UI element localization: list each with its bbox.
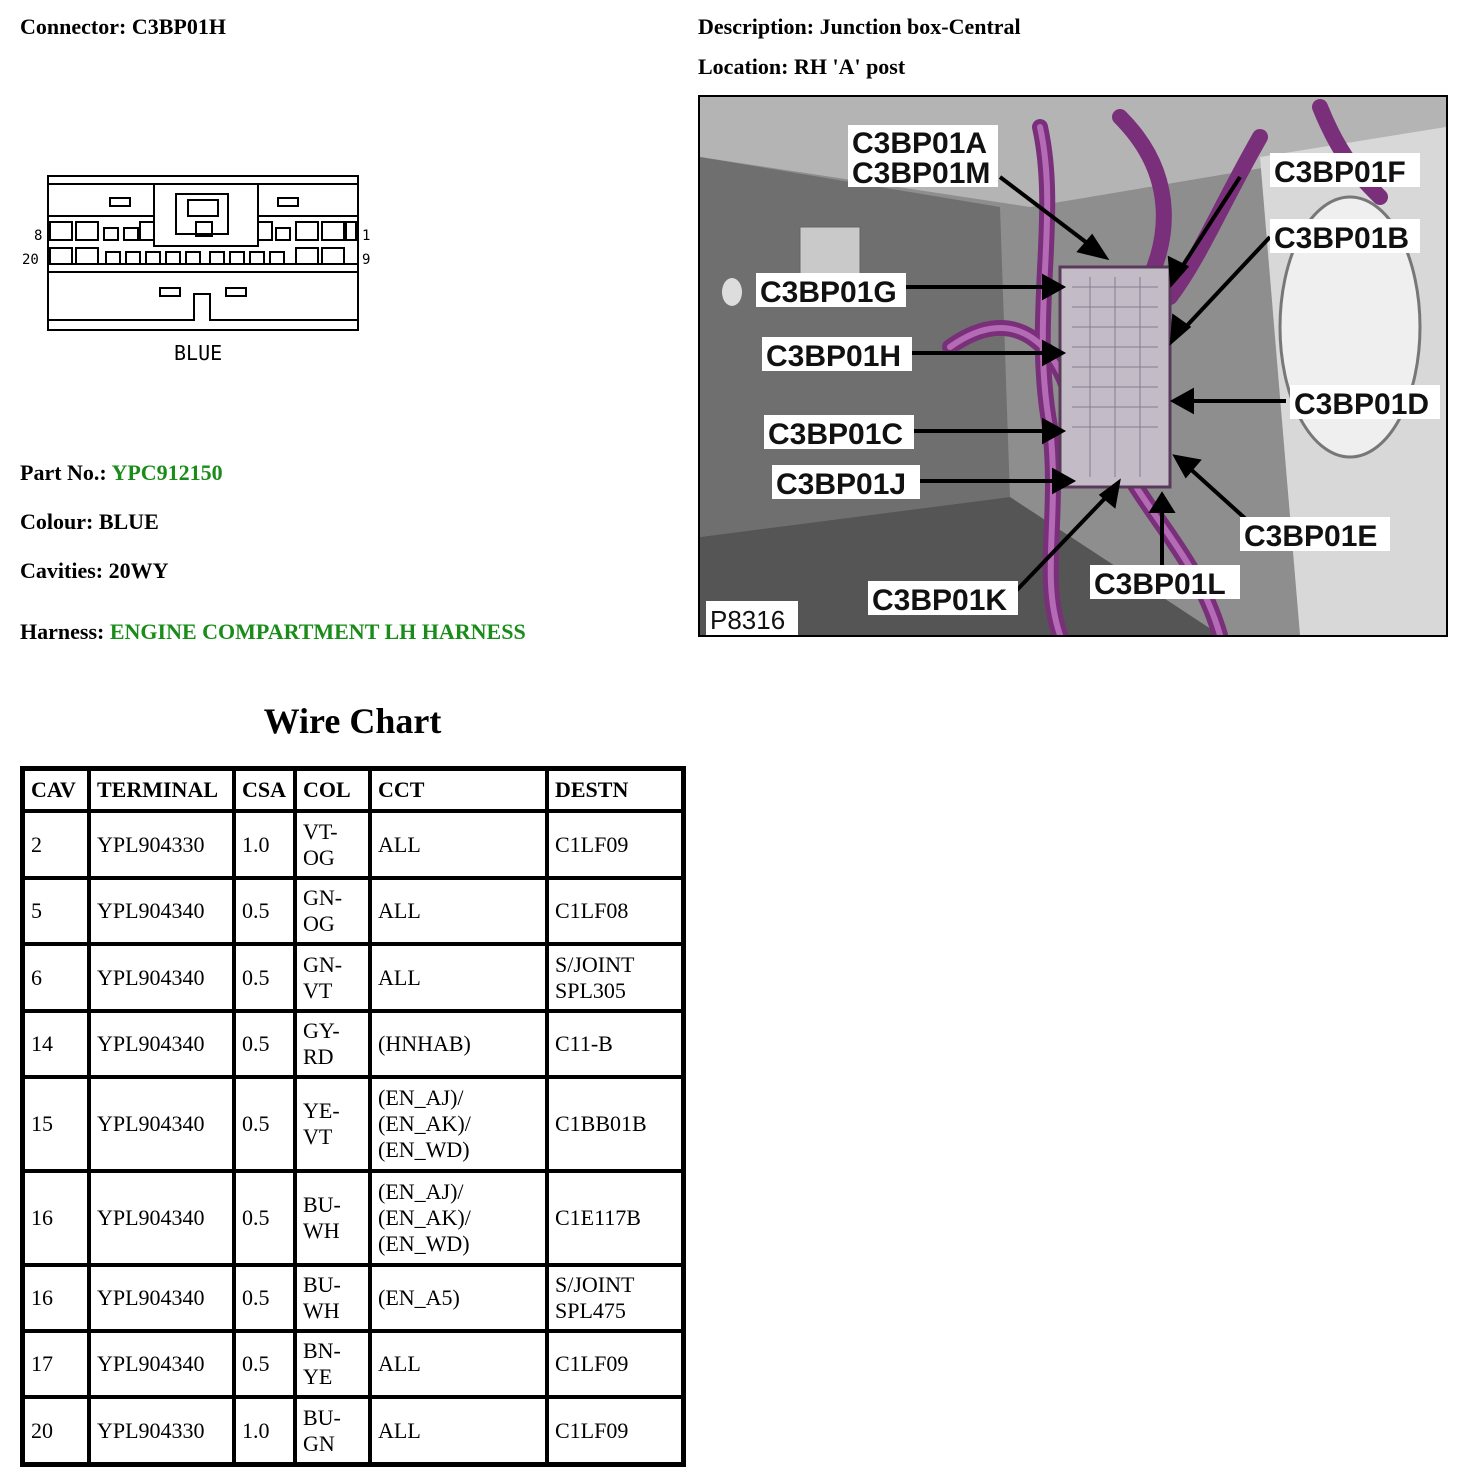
- callout-c3bp01b: C3BP01B: [1274, 222, 1410, 255]
- cell-cct: ALL: [370, 811, 547, 878]
- cell-destn: C1E117B: [547, 1171, 683, 1265]
- cell-cct: ALL: [370, 878, 547, 944]
- cell-cav: 17: [23, 1331, 89, 1397]
- table-header-row: [23, 769, 683, 811]
- part-number-line: [20, 460, 223, 486]
- cell-terminal: YPL904330: [89, 1397, 234, 1464]
- col-header-destn: DESTN: [547, 769, 683, 811]
- col-header-csa: CSA: [234, 769, 295, 811]
- callout-c3bp01a: C3BP01A: [852, 127, 988, 160]
- colour-label: Colour:: [20, 509, 94, 534]
- callout-c3bp01d: C3BP01D: [1294, 388, 1430, 421]
- harness-label: Harness:: [20, 619, 105, 644]
- pin-label-left-top: 8: [34, 228, 43, 244]
- connector-line: [20, 14, 226, 40]
- cavities-label: Cavities:: [20, 558, 104, 583]
- table-row: [23, 944, 683, 1011]
- cell-cav: 14: [23, 1011, 89, 1077]
- cell-csa: 1.0: [234, 811, 295, 878]
- cell-destn: S/JOINT SPL475: [547, 1265, 683, 1331]
- cell-col: BN- YE: [295, 1331, 370, 1397]
- cell-terminal: YPL904340: [89, 878, 234, 944]
- connector-value: C3BP01H: [131, 14, 226, 39]
- cell-csa: 0.5: [234, 1265, 295, 1331]
- part-number-link[interactable]: YPC912150: [111, 460, 223, 485]
- table-row: [23, 1265, 683, 1331]
- location-label: Location:: [698, 54, 789, 79]
- table-row: [23, 1171, 683, 1265]
- col-header-terminal: TERMINAL: [89, 769, 234, 811]
- description-value: Junction box-Central: [819, 14, 1021, 39]
- cavity-row-bottom: [50, 248, 344, 264]
- cell-cct: (EN_A5): [370, 1265, 547, 1331]
- cavities-line: [20, 558, 168, 584]
- colour-line: [20, 509, 159, 535]
- callout-c3bp01j: C3BP01J: [776, 468, 907, 501]
- cell-col: GN- OG: [295, 878, 370, 944]
- cell-destn: C1LF09: [547, 811, 683, 878]
- col-header-cav: CAV: [23, 769, 89, 811]
- table-row: [23, 1397, 683, 1464]
- cavities-value: 20WY: [108, 558, 169, 583]
- connector-colour-caption: BLUE: [174, 341, 223, 365]
- table-row: [23, 1011, 683, 1077]
- cell-cav: 16: [23, 1265, 89, 1331]
- cell-destn: C1LF09: [547, 1397, 683, 1464]
- location-value: RH 'A' post: [793, 54, 906, 79]
- cell-col: GY- RD: [295, 1011, 370, 1077]
- cell-col: BU- WH: [295, 1265, 370, 1331]
- connector-face-diagram: [20, 170, 380, 370]
- callout-c3bp01m: C3BP01M: [852, 157, 991, 190]
- cell-csa: 0.5: [234, 878, 295, 944]
- cell-cav: 6: [23, 944, 89, 1011]
- cell-destn: S/JOINT SPL305: [547, 944, 683, 1011]
- cell-cav: 2: [23, 811, 89, 878]
- callout-c3bp01g: C3BP01G: [760, 276, 897, 309]
- callout-c3bp01c: C3BP01C: [768, 418, 904, 451]
- description-label: Description:: [698, 14, 815, 39]
- cell-cav: 20: [23, 1397, 89, 1464]
- cell-csa: 0.5: [234, 944, 295, 1011]
- cell-cct: (EN_AJ)/ (EN_AK)/ (EN_WD): [370, 1077, 547, 1171]
- cell-cct: ALL: [370, 1331, 547, 1397]
- cell-csa: 0.5: [234, 1331, 295, 1397]
- pin-label-right-bottom: 9: [362, 252, 371, 268]
- cell-cct: ALL: [370, 1397, 547, 1464]
- callout-c3bp01e: C3BP01E: [1244, 520, 1378, 553]
- cell-destn: C1LF09: [547, 1331, 683, 1397]
- cell-col: GN- VT: [295, 944, 370, 1011]
- cell-destn: C1LF08: [547, 878, 683, 944]
- cell-cav: 16: [23, 1171, 89, 1265]
- table-row: [23, 878, 683, 944]
- cell-cct: (EN_AJ)/ (EN_AK)/ (EN_WD): [370, 1171, 547, 1265]
- pin-label-left-bottom: 20: [22, 252, 39, 268]
- table-row: [23, 1077, 683, 1171]
- cell-terminal: YPL904340: [89, 1077, 234, 1171]
- cell-csa: 0.5: [234, 1011, 295, 1077]
- cell-cav: 15: [23, 1077, 89, 1171]
- cell-cct: ALL: [370, 944, 547, 1011]
- cell-destn: C11-B: [547, 1011, 683, 1077]
- callout-c3bp01k: C3BP01K: [872, 584, 1008, 617]
- wire-chart-table: [20, 766, 686, 1467]
- harness-link[interactable]: ENGINE COMPARTMENT LH HARNESS: [109, 619, 526, 644]
- cell-terminal: YPL904340: [89, 1171, 234, 1265]
- cell-terminal: YPL904340: [89, 1331, 234, 1397]
- colour-value: BLUE: [98, 509, 159, 534]
- cavity-row-top: [50, 222, 356, 240]
- cell-terminal: YPL904330: [89, 811, 234, 878]
- table-row: [23, 1331, 683, 1397]
- description-line: [698, 14, 1021, 40]
- wire-chart-title: Wire Chart: [263, 701, 442, 741]
- table-row: [23, 811, 683, 878]
- callout-c3bp01l: C3BP01L: [1094, 568, 1226, 601]
- cell-col: BU- WH: [295, 1171, 370, 1265]
- cell-col: YE- VT: [295, 1077, 370, 1171]
- cell-terminal: YPL904340: [89, 944, 234, 1011]
- cell-cav: 5: [23, 878, 89, 944]
- cell-csa: 1.0: [234, 1397, 295, 1464]
- col-header-col: COL: [295, 769, 370, 811]
- col-header-cct: CCT: [370, 769, 547, 811]
- callout-c3bp01h: C3BP01H: [766, 340, 902, 373]
- cell-csa: 0.5: [234, 1171, 295, 1265]
- cell-terminal: YPL904340: [89, 1011, 234, 1077]
- cell-col: BU- GN: [295, 1397, 370, 1464]
- pin-label-right-top: 1: [362, 228, 371, 244]
- figure-id: P8316: [710, 605, 786, 635]
- cell-destn: C1BB01B: [547, 1077, 683, 1171]
- callout-c3bp01f: C3BP01F: [1274, 156, 1406, 189]
- harness-line: [20, 619, 526, 645]
- part-number-label: Part No.:: [20, 460, 107, 485]
- cell-col: VT- OG: [295, 811, 370, 878]
- location-line: [698, 54, 905, 80]
- connector-label: Connector:: [20, 14, 127, 39]
- cell-csa: 0.5: [234, 1077, 295, 1171]
- location-photo: [698, 95, 1448, 637]
- cell-terminal: YPL904340: [89, 1265, 234, 1331]
- cell-cct: (HNHAB): [370, 1011, 547, 1077]
